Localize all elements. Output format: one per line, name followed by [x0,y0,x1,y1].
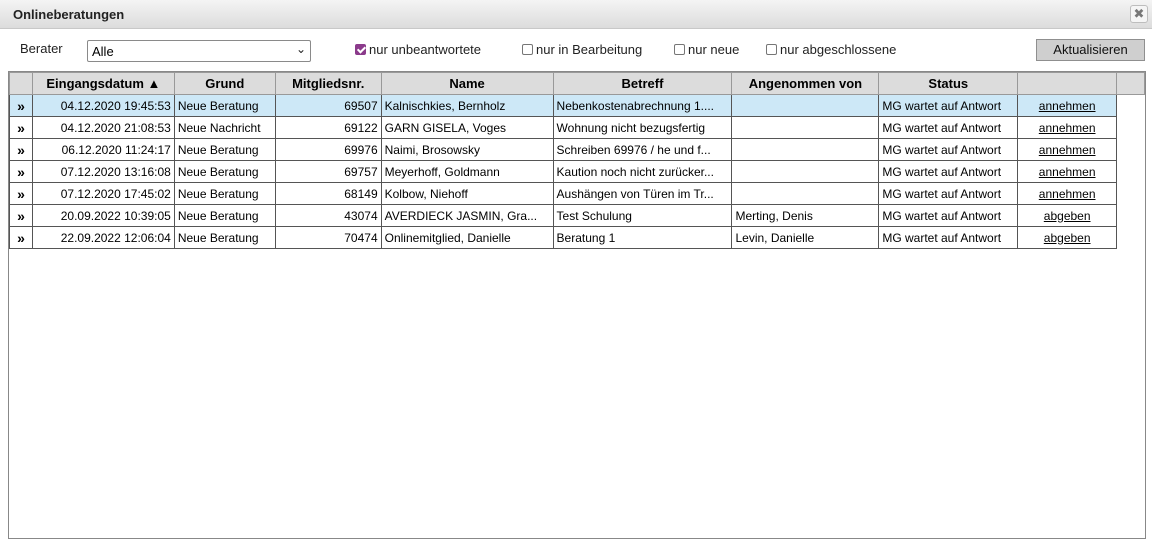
cell-name: Naimi, Brosowsky [381,139,553,161]
annehmen-link[interactable]: annehmen [1038,186,1096,201]
expand-arrow-icon[interactable]: » [10,227,33,249]
checkbox-label: nur unbeantwortete [369,42,482,57]
cell-grund: Neue Beratung [174,205,275,227]
table-header [10,73,1145,95]
cell-action [1018,139,1117,161]
cell-angenommen-von [732,183,879,205]
cell-name: Meyerhoff, Goldmann [381,161,553,183]
expand-arrow-icon[interactable]: » [10,95,33,117]
cell-angenommen-von [732,117,879,139]
expand-arrow-icon[interactable]: » [10,161,33,183]
cell-mitgliedsnr: 69757 [275,161,381,183]
expand-arrow-icon[interactable]: » [10,205,33,227]
cell-grund: Neue Beratung [174,139,275,161]
cell-grund: Neue Beratung [174,183,275,205]
table-row[interactable] [10,117,1145,139]
cell-status: MG wartet auf Antwort [879,183,1018,205]
window-title: Onlineberatungen [13,7,125,22]
annehmen-link[interactable]: annehmen [1038,164,1096,179]
table-row[interactable] [10,205,1145,227]
abgeben-link[interactable]: abgeben [1043,208,1091,223]
cell-betreff: Beratung 1 [553,227,732,249]
cell-betreff: Nebenkostenabrechnung 1.... [553,95,732,117]
cell-action [1018,183,1117,205]
col-header-filler [1117,73,1145,95]
cell-action [1018,95,1117,117]
consultation-grid [8,71,1146,539]
cell-eingangsdatum: 04.12.2020 19:45:53 [32,95,174,117]
col-header-angenommen-von[interactable]: Angenommen von [732,73,879,95]
checkbox-label: nur abgeschlossene [780,42,897,57]
cell-mitgliedsnr: 68149 [275,183,381,205]
cell-eingangsdatum: 06.12.2020 11:24:17 [32,139,174,161]
cell-mitgliedsnr: 69122 [275,117,381,139]
filter-bar [0,36,1152,66]
cell-grund: Neue Beratung [174,161,275,183]
cell-betreff: Test Schulung [553,205,732,227]
cell-eingangsdatum: 04.12.2020 21:08:53 [32,117,174,139]
table-row[interactable] [10,183,1145,205]
cell-eingangsdatum: 07.12.2020 13:16:08 [32,161,174,183]
checkbox-checked-icon[interactable] [355,44,366,55]
checkbox-nur-abgeschlossene[interactable] [766,42,896,57]
table-row[interactable] [10,227,1145,249]
cell-grund: Neue Beratung [174,95,275,117]
col-header-action [1018,73,1117,95]
cell-mitgliedsnr: 69976 [275,139,381,161]
col-header-arrow [10,73,33,95]
checkbox-nur-in-bearbeitung[interactable] [522,42,642,57]
cell-status: MG wartet auf Antwort [879,227,1018,249]
col-header-status[interactable]: Status [879,73,1018,95]
berater-select[interactable] [87,40,311,62]
refresh-button[interactable]: Aktualisieren [1036,39,1145,61]
berater-select-value: Alle [92,44,114,59]
cell-grund: Neue Nachricht [174,117,275,139]
annehmen-link[interactable]: annehmen [1038,98,1096,113]
checkbox-label: nur neue [688,42,740,57]
cell-name: Kolbow, Niehoff [381,183,553,205]
consultation-table [9,72,1145,249]
cell-angenommen-von: Merting, Denis [732,205,879,227]
berater-label: Berater [20,41,63,56]
chevron-down-icon: ⌄ [295,42,306,56]
cell-name: AVERDIECK JASMIN, Gra... [381,205,553,227]
cell-angenommen-von [732,161,879,183]
cell-grund: Neue Beratung [174,227,275,249]
cell-betreff: Kaution noch nicht zurücker... [553,161,732,183]
cell-betreff: Schreiben 69976 / he und f... [553,139,732,161]
cell-eingangsdatum: 22.09.2022 12:06:04 [32,227,174,249]
cell-name: GARN GISELA, Voges [381,117,553,139]
cell-mitgliedsnr: 69507 [275,95,381,117]
col-header-eingangsdatum[interactable]: Eingangsdatum ▲ [32,73,174,95]
cell-betreff: Aushängen von Türen im Tr... [553,183,732,205]
cell-action [1018,117,1117,139]
expand-arrow-icon[interactable]: » [10,183,33,205]
annehmen-link[interactable]: annehmen [1038,142,1096,157]
col-header-name[interactable]: Name [381,73,553,95]
cell-status: MG wartet auf Antwort [879,95,1018,117]
window-titlebar [0,0,1152,29]
cell-name: Onlinemitglied, Danielle [381,227,553,249]
cell-action [1018,227,1117,249]
cell-status: MG wartet auf Antwort [879,161,1018,183]
cell-angenommen-von: Levin, Danielle [732,227,879,249]
checkbox-nur-neue[interactable] [674,42,739,57]
checkbox-icon[interactable] [522,44,533,55]
abgeben-link[interactable]: abgeben [1043,230,1091,245]
annehmen-link[interactable]: annehmen [1038,120,1096,135]
col-header-betreff[interactable]: Betreff [553,73,732,95]
close-icon[interactable]: ✖ [1130,5,1148,23]
cell-status: MG wartet auf Antwort [879,205,1018,227]
checkbox-icon[interactable] [766,44,777,55]
cell-angenommen-von [732,95,879,117]
cell-action [1018,205,1117,227]
cell-eingangsdatum: 07.12.2020 17:45:02 [32,183,174,205]
cell-angenommen-von [732,139,879,161]
checkbox-icon[interactable] [674,44,685,55]
checkbox-label: nur in Bearbeitung [536,42,643,57]
col-header-mitgliedsnr[interactable]: Mitgliedsnr. [275,73,381,95]
table-row[interactable] [10,139,1145,161]
cell-action [1018,161,1117,183]
table-row[interactable] [10,95,1145,117]
cell-mitgliedsnr: 43074 [275,205,381,227]
cell-betreff: Wohnung nicht bezugsfertig [553,117,732,139]
cell-status: MG wartet auf Antwort [879,117,1018,139]
table-row[interactable] [10,161,1145,183]
col-header-grund[interactable]: Grund [174,73,275,95]
cell-eingangsdatum: 20.09.2022 10:39:05 [32,205,174,227]
expand-arrow-icon[interactable]: » [10,117,33,139]
cell-status: MG wartet auf Antwort [879,139,1018,161]
expand-arrow-icon[interactable]: » [10,139,33,161]
cell-mitgliedsnr: 70474 [275,227,381,249]
checkbox-nur-unbeantwortete[interactable] [355,42,481,57]
cell-name: Kalnischkies, Bernholz [381,95,553,117]
